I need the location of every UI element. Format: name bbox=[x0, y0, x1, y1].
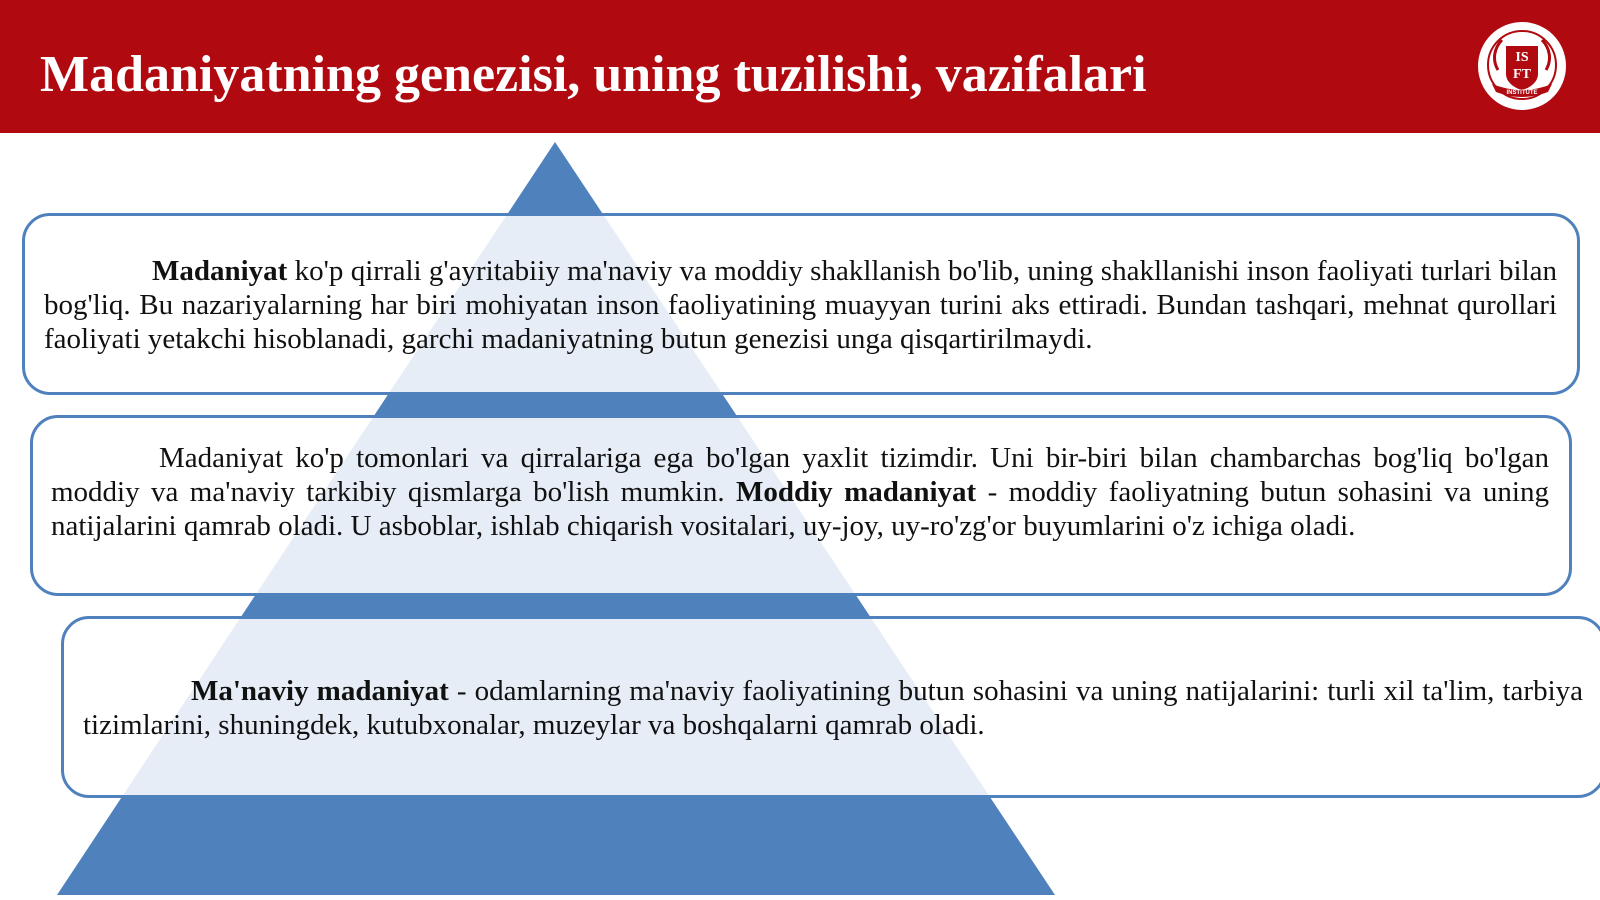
spiritual-culture-body: - odamlarning ma'naviy faoliyatining butun sohasini va uning natijalarini: turli xil ta'lim, tarbiya tizimlarini, shuningdek, kutubxonalar, muzeylar va boshqalarni qamrab oladi. bbox=[83, 675, 1584, 741]
material-culture-body: - moddiy faoliyatning butun sohasini va uning natijalarini qamrab oladi. U asboblar, ishlab chiqarish vositalari, uy-joy, uy-ro'zg'or buyumlarini o'z ichiga oladi. bbox=[51, 476, 1549, 542]
spiritual-culture-text bbox=[83, 674, 1583, 742]
culture-definition-body: ko'p qirrali g'ayritabiiy ma'naviy va moddiy shakllanish bo'lib, uning shakllanishi inson faoliyati turlari bilan bog'liq. Bu nazariyalarning har biri mohiyatan inson faoliyatining muayyan turini aks ettiradi. Bundan tashqari, mehnat qurollari faoliyati yetakchi hisoblanadi, garchi madaniyatning butun genezisi unga qisqartirilmaydi. bbox=[44, 255, 1557, 355]
logo-ribbon-text: INSTITUTE bbox=[1506, 90, 1538, 96]
culture-term: Madaniyat bbox=[152, 255, 288, 287]
logo-letters-top: IS bbox=[1515, 50, 1529, 65]
culture-definition-text bbox=[44, 254, 1557, 356]
spiritual-culture-block bbox=[61, 616, 1600, 798]
culture-system-body: Madaniyat ko'p tomonlari va qirralariga ega bo'lgan yaxlit tizimdir. Uni bir-biri bilan chambarchas bog'liq bo'lgan moddiy va ma'naviy tarkibiy qismlarga bo'lish mumkin. bbox=[51, 442, 1549, 508]
material-culture-block bbox=[30, 415, 1572, 596]
header-bar bbox=[0, 0, 1600, 133]
material-culture-text bbox=[51, 441, 1549, 543]
logo-letters-bottom: FT bbox=[1513, 67, 1531, 82]
slide-title: Madaniyatning genezisi, uning tuzilishi, vazifalari bbox=[40, 46, 1147, 103]
culture-definition-block bbox=[22, 213, 1580, 395]
isft-institute-logo-icon bbox=[1476, 20, 1568, 112]
material-culture-term: Moddiy madaniyat bbox=[735, 476, 977, 508]
spiritual-culture-term: Ma'naviy madaniyat bbox=[191, 675, 449, 707]
